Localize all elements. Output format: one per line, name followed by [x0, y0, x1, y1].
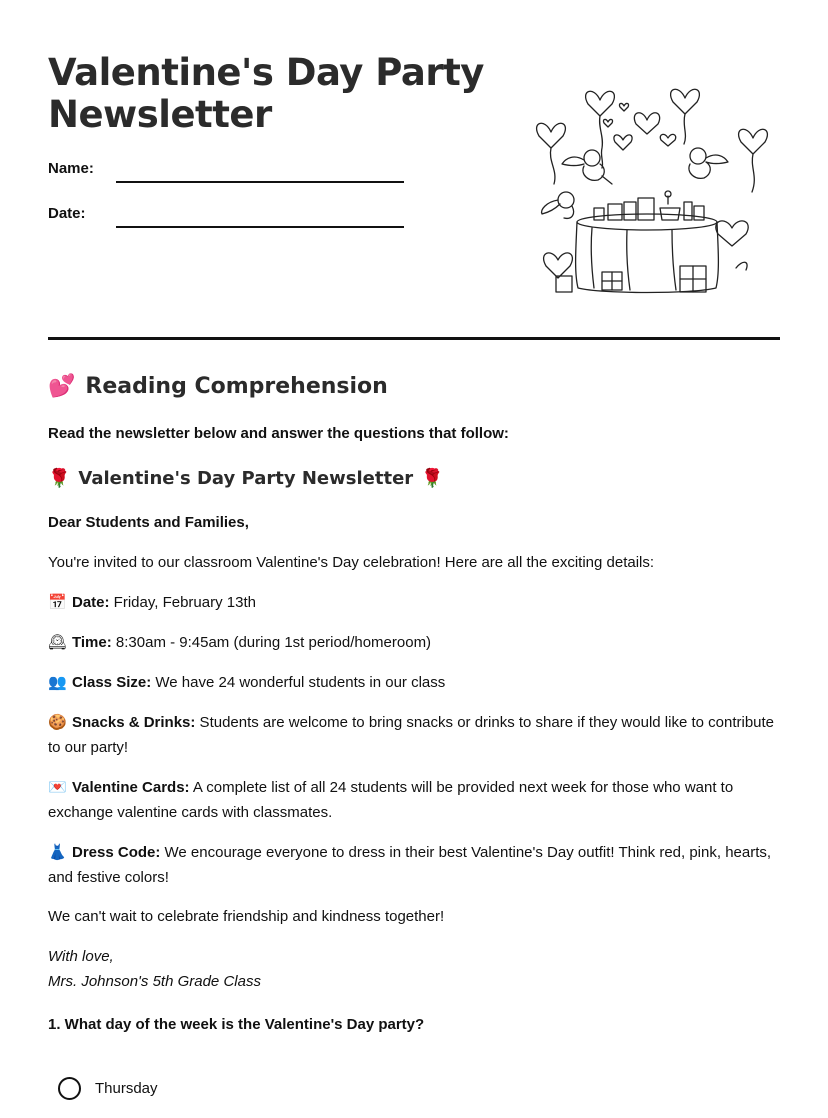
detail-text: Students are welcome to bring snacks or drinks to share if they would like to contribute to our party!	[48, 714, 775, 756]
rose-icon: 🌹	[421, 468, 444, 489]
signoff-line-2: Mrs. Johnson's 5th Grade Class	[48, 973, 261, 990]
detail-text: A complete list of all 24 students will be provided next week for those who want to exchange valentine cards with classmates.	[48, 779, 734, 821]
people-icon: 👥	[48, 674, 67, 691]
signoff	[48, 944, 788, 994]
date-field[interactable]	[116, 226, 404, 228]
question-1: 1. What day of the week is the Valentine's Day party?	[48, 1016, 425, 1033]
detail-label: Valentine Cards:	[72, 779, 190, 796]
detail-text: Friday, February 13th	[109, 594, 256, 611]
detail-dress-code	[48, 840, 788, 890]
detail-text: We encourage everyone to dress in their best Valentine's Day outfit! Think red, pink, hearts, and festive colors!	[48, 844, 772, 886]
closing-paragraph: We can't wait to celebrate friendship and kindness together!	[48, 908, 445, 925]
section-title: Reading Comprehension	[85, 374, 388, 399]
section-heading	[48, 374, 388, 399]
answer-option-label: Thursday	[95, 1080, 158, 1097]
detail-text: We have 24 wonderful students in our class	[151, 674, 446, 691]
detail-text: 8:30am - 9:45am (during 1st period/homeroom)	[111, 634, 432, 651]
divider	[48, 337, 780, 340]
detail-label: Date:	[72, 594, 110, 611]
detail-label: Time:	[72, 634, 112, 651]
detail-label: Snacks & Drinks:	[72, 714, 196, 731]
rose-icon: 🌹	[48, 468, 71, 489]
two-hearts-icon: 💕	[48, 374, 76, 399]
page-title: Valentine's Day Party Newsletter	[48, 51, 484, 136]
signoff-line-1: With love,	[48, 948, 114, 965]
detail-label: Class Size:	[72, 674, 152, 691]
detail-time	[48, 630, 788, 655]
cookie-icon: 🍪	[48, 714, 67, 731]
detail-class-size	[48, 670, 788, 695]
newsletter-title	[48, 468, 444, 489]
intro-paragraph: You're invited to our classroom Valentine's Day celebration! Here are all the exciting details:	[48, 554, 655, 571]
name-field[interactable]	[116, 181, 404, 183]
love-letter-icon: 💌	[48, 779, 67, 796]
dress-icon: 👗	[48, 844, 67, 861]
greeting: Dear Students and Families,	[48, 514, 249, 531]
detail-date	[48, 590, 788, 615]
radio-button[interactable]	[58, 1077, 81, 1100]
date-label: Date:	[48, 205, 86, 222]
detail-snacks	[48, 710, 788, 760]
clock-icon: 🕰	[48, 634, 68, 651]
newsletter-title-text: Valentine's Day Party Newsletter	[78, 468, 414, 489]
calendar-icon: 📅	[48, 594, 67, 611]
answer-option-thursday[interactable]	[58, 1077, 158, 1100]
instructions: Read the newsletter below and answer the questions that follow:	[48, 425, 509, 442]
detail-valentine-cards	[48, 775, 788, 825]
detail-label: Dress Code:	[72, 844, 161, 861]
valentine-party-illustration	[532, 76, 780, 298]
name-label: Name:	[48, 160, 94, 177]
